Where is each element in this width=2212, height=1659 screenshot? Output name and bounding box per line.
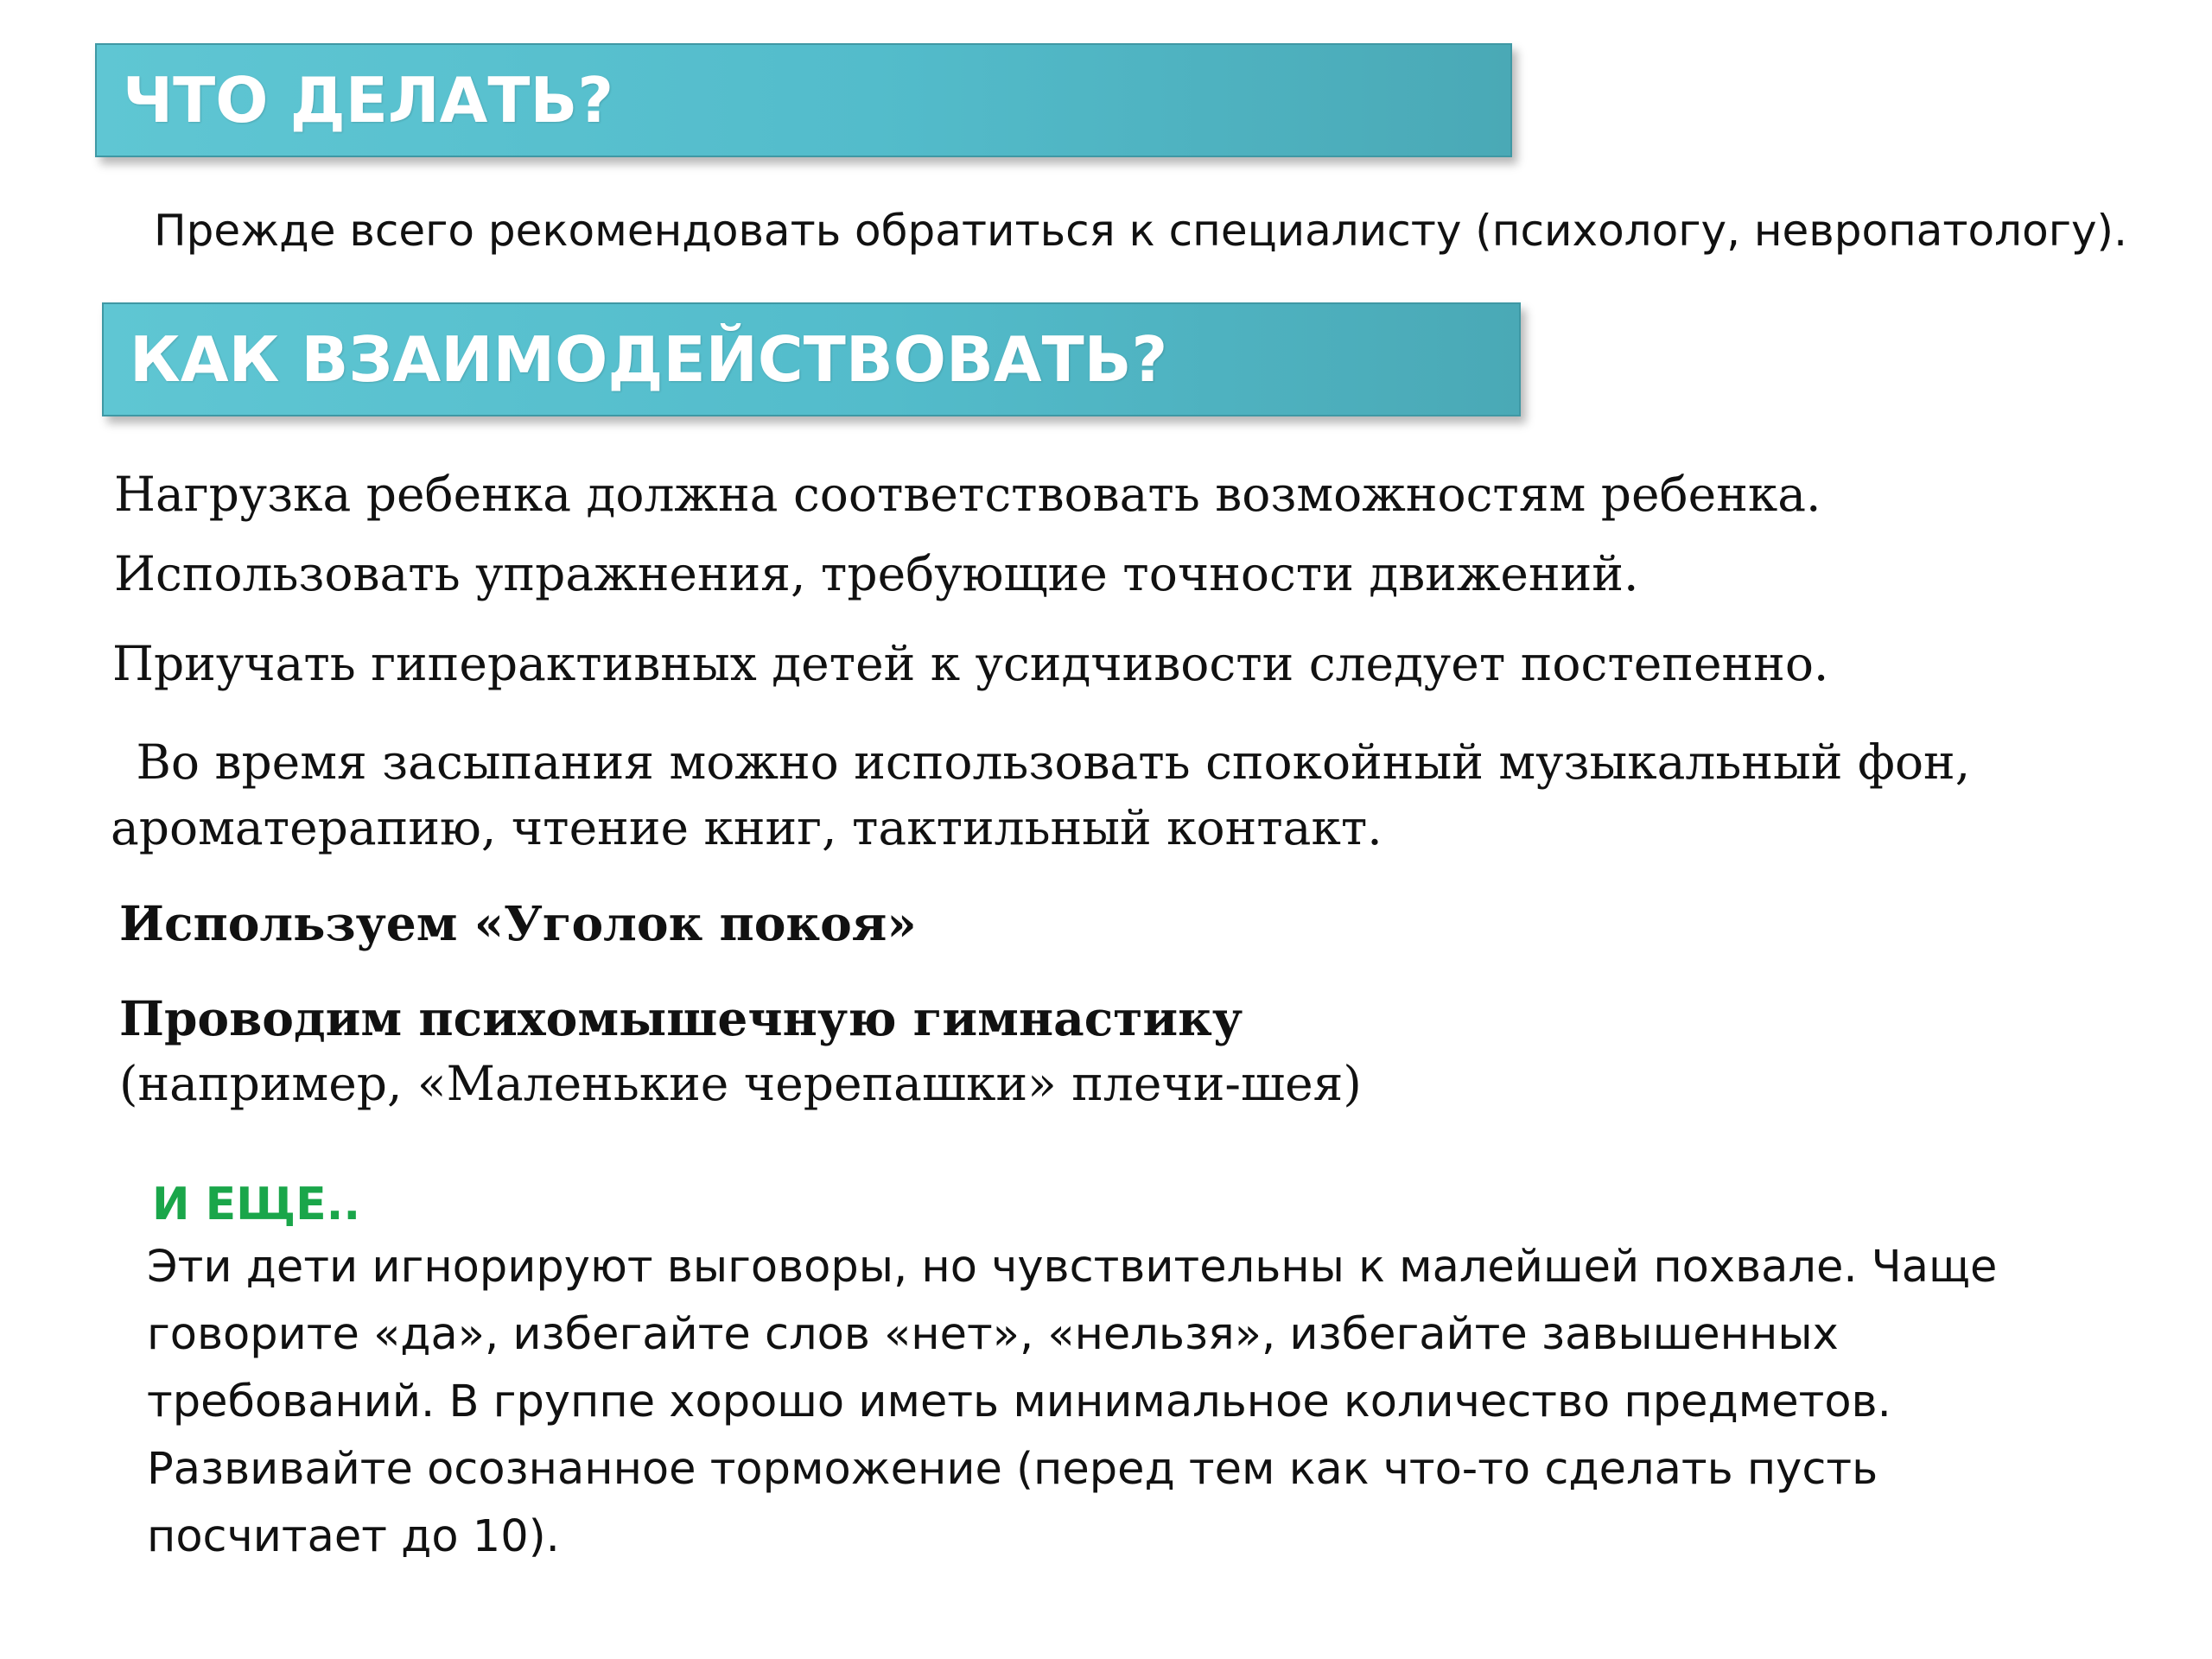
more-paragraph-line: говорите «да», избегайте слов «нет», «нельзя», избегайте завышенных [147, 1309, 1839, 1360]
more-paragraph [147, 1234, 2100, 1571]
gymnastics-example: (например, «Маленькие черепашки» плечи-шея) [119, 1056, 1362, 1111]
more-paragraph-line: Развивайте осознанное торможение (перед тем как что-то сделать пусть [147, 1444, 1878, 1495]
bold-item-corner: Используем «Уголок покоя» [119, 895, 917, 951]
statement-exercises: Использовать упражнения, требующие точности движений. [114, 546, 1639, 601]
more-paragraph-line: требований. В группе хорошо иметь минимальное количество предметов. [147, 1376, 1891, 1427]
statement-sleep-line2: ароматерапию, чтение книг, тактильный контакт. [111, 800, 1382, 855]
intro-text: Прежде всего рекомендовать обратиться к специалисту (психологу, невропатологу). [154, 206, 2127, 256]
more-paragraph-line: посчитает до 10). [147, 1511, 560, 1562]
bold-item-gymnastics: Проводим психомышечную гимнастику [119, 990, 1243, 1046]
header-what-to-do-title: ЧТО ДЕЛАТЬ? [123, 64, 614, 137]
statement-load: Нагрузка ребенка должна соответствовать возможностям ребенка. [114, 467, 1821, 522]
statement-perseverance: Приучать гиперактивных детей к усидчивости следует постепенно. [112, 636, 1829, 691]
header-what-to-do [95, 43, 1512, 157]
statement-sleep-line1: Во время засыпания можно использовать спокойный музыкальный фон, [121, 734, 1971, 790]
header-how-to-interact [102, 302, 1521, 416]
more-heading: И ЕЩЕ.. [152, 1179, 361, 1230]
header-how-to-interact-title: КАК ВЗАИМОДЕЙСТВОВАТЬ? [130, 323, 1168, 396]
more-paragraph-line: Эти дети игнорируют выговоры, но чувствительны к малейшей похвале. Чаще [147, 1242, 1998, 1293]
